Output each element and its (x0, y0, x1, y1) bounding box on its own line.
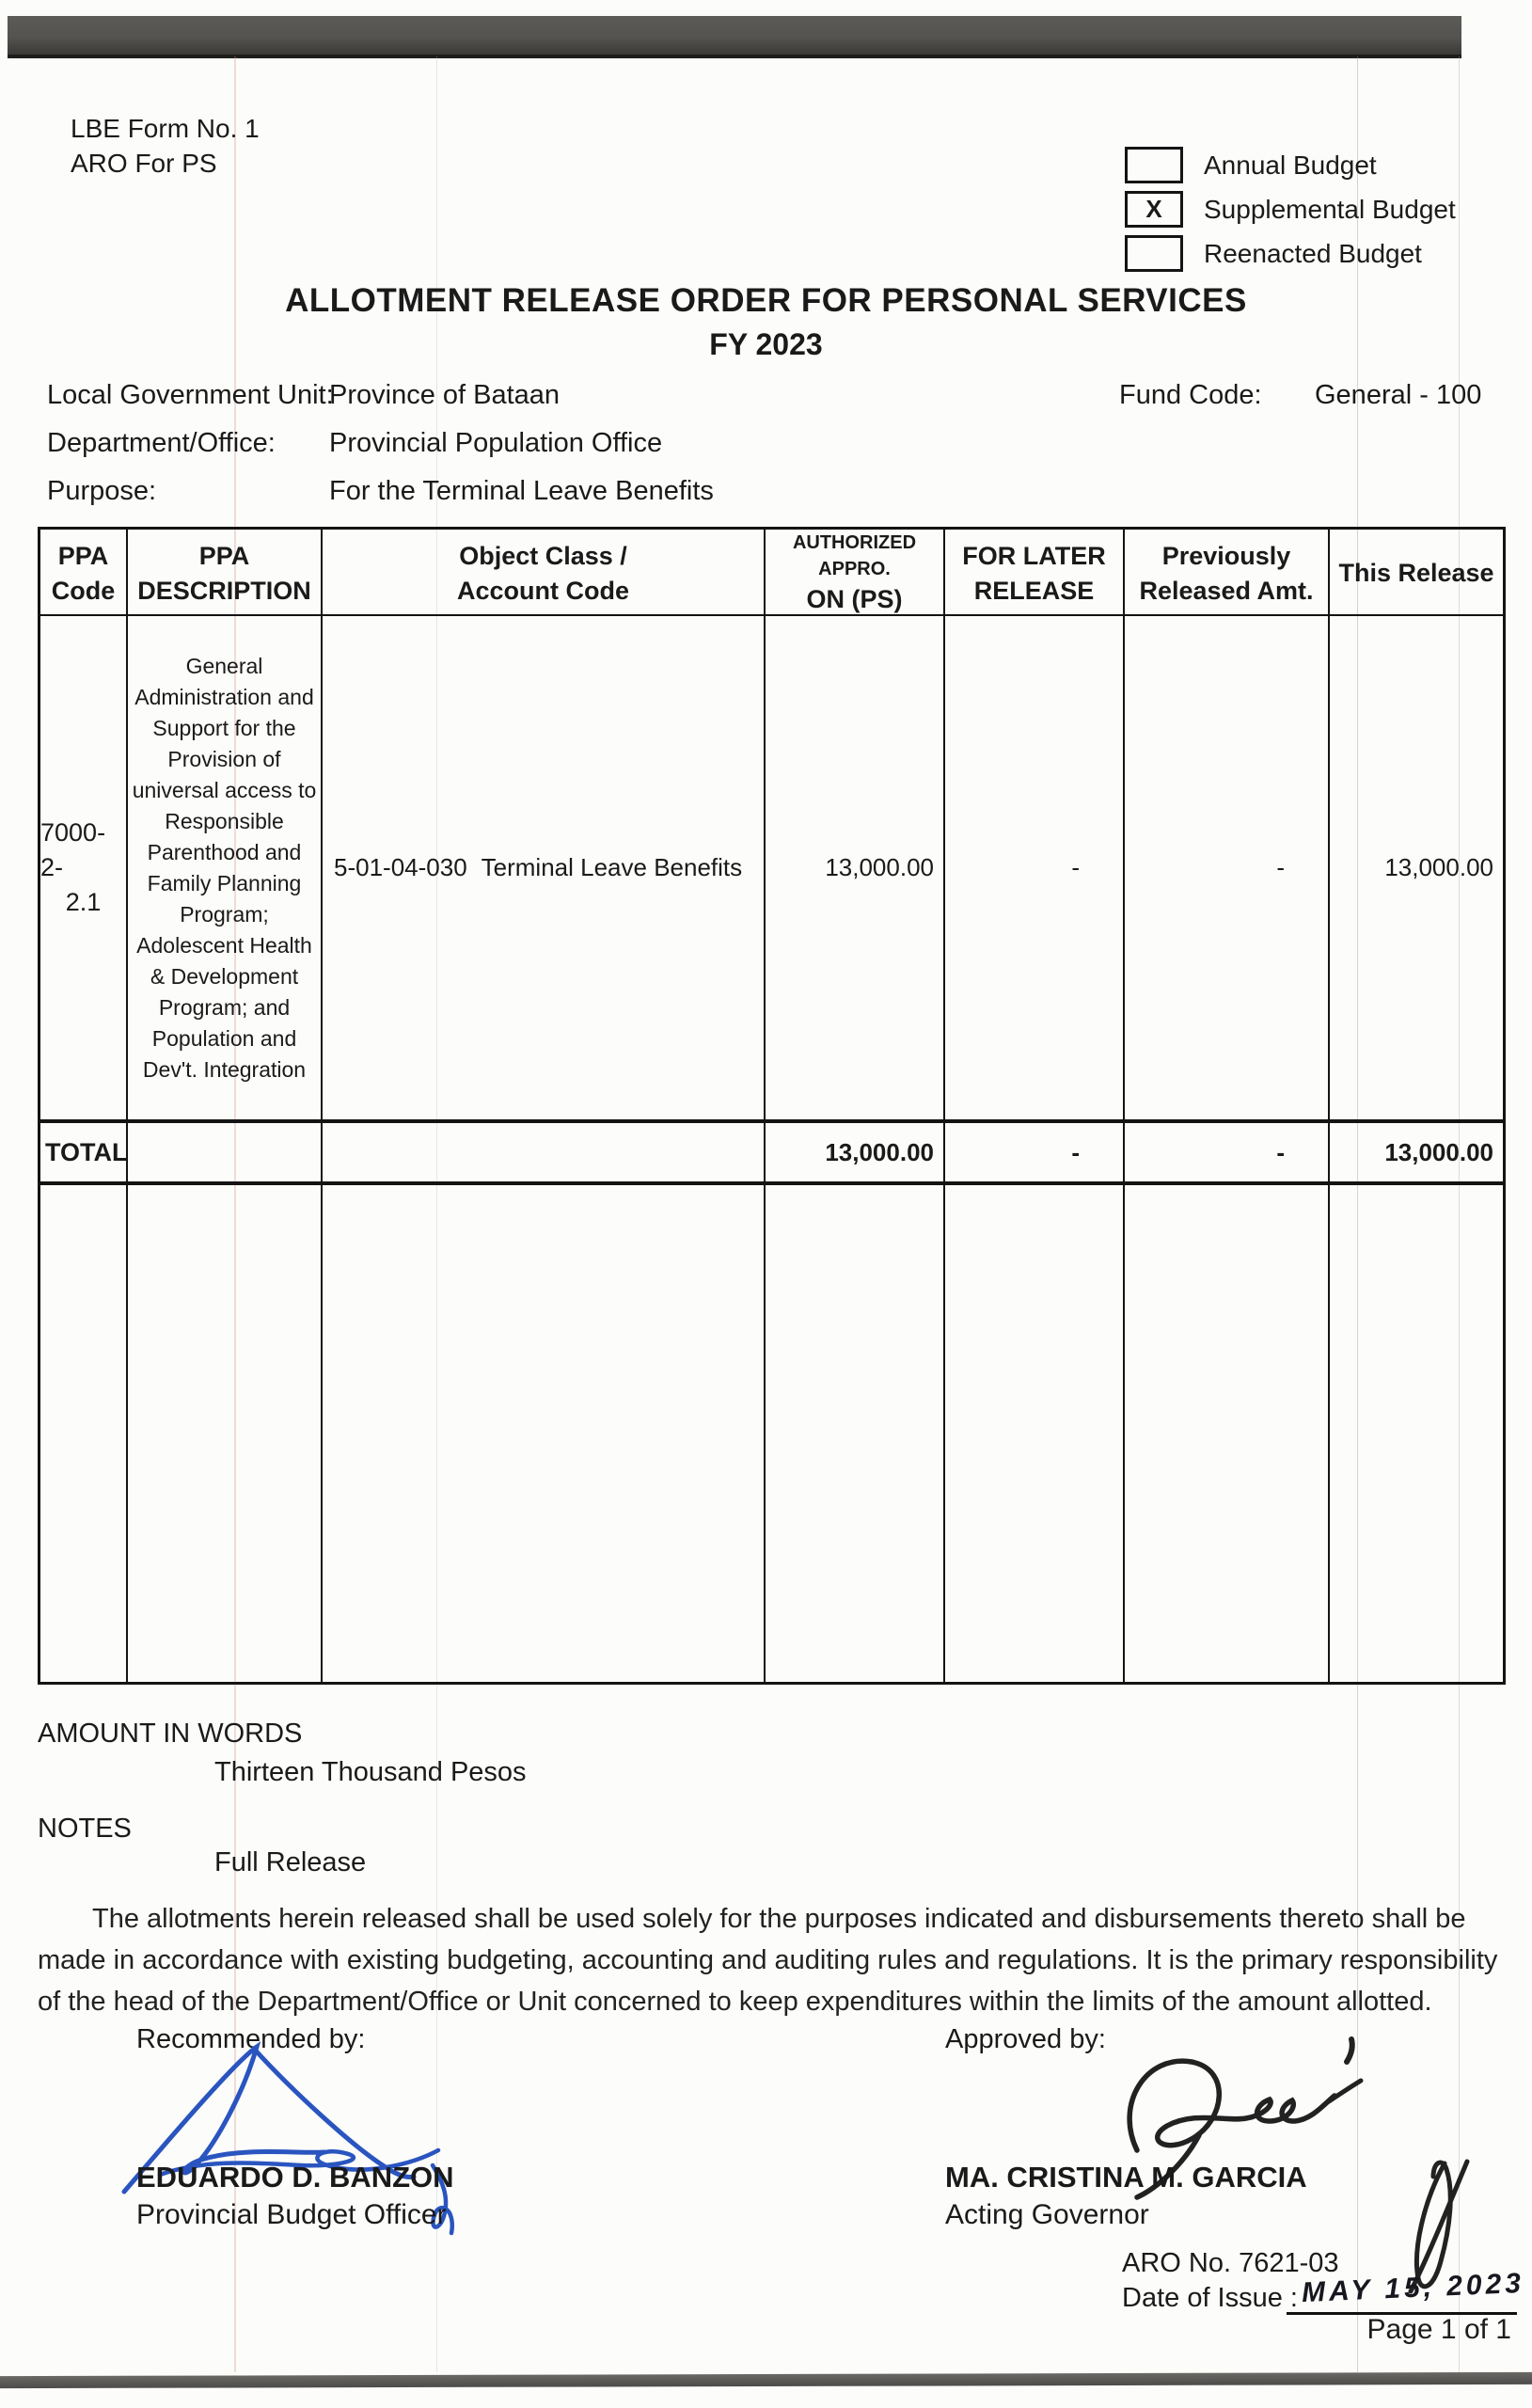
total-empty-cell (128, 1123, 323, 1181)
disclaimer-paragraph: The allotments herein released shall be used solely for the purposes indicated and disbursements thereto shall be made in accordance with existing budgeting, accounting and auditing rules and regulations. It is the primary responsibility of the head of the Department/Office or Unit concerned to keep expenditures within the limits of the amount allotted. (38, 1904, 1498, 2017)
account-name: Terminal Leave Benefits (481, 853, 743, 881)
cell-this-release: 13,000.00 (1384, 853, 1493, 881)
total-empty-cell (323, 1123, 766, 1181)
reenacted-budget-checkbox[interactable] (1125, 235, 1183, 272)
empty-cell (945, 1185, 1125, 1682)
table-total-row (40, 1121, 1503, 1185)
total-previously-released: - (1125, 1123, 1330, 1181)
approved-by-title: Acting Governor (945, 2199, 1149, 2230)
allotment-table (38, 527, 1506, 1685)
th-ppa-code (40, 530, 128, 617)
empty-cell (1125, 1185, 1330, 1682)
th-authorized-appropriation (766, 530, 945, 617)
budget-type-group (1125, 150, 1456, 282)
form-title: ALLOTMENT RELEASE ORDER FOR PERSONAL SERVICES (285, 282, 1247, 319)
th-previously-released (1125, 530, 1330, 617)
total-for-later-release: - (945, 1123, 1125, 1181)
budget-option-annual (1125, 150, 1456, 181)
total-this-release: 13,000.00 (1384, 1137, 1493, 1166)
reenacted-budget-label: Reenacted Budget (1204, 238, 1422, 268)
date-of-issue-label: Date of Issue : (1122, 2283, 1298, 2313)
cell-for-later-release: - (945, 616, 1125, 1119)
th-line: Code (51, 576, 116, 605)
approved-by-name: MA. CRISTINA M. GARCIA (945, 2161, 1307, 2194)
budget-option-supplemental (1125, 194, 1456, 225)
cell-ppa-code (40, 616, 128, 1119)
th-line: PPA (57, 541, 109, 570)
amount-in-words-value: Thirteen Thousand Pesos (214, 1757, 527, 1787)
scanner-artifact-top-bar (8, 16, 1461, 58)
th-line: This Release (1338, 559, 1494, 587)
th-line: DESCRIPTION (137, 576, 311, 605)
ppa-code-line: 2.1 (65, 888, 102, 916)
fund-code-value: General - 100 (1315, 380, 1482, 410)
purpose-value: For the Terminal Leave Benefits (329, 476, 714, 506)
form-code: ARO For PS (71, 149, 217, 178)
supplemental-budget-checkbox[interactable] (1125, 191, 1183, 228)
th-line: Previously (1161, 541, 1291, 570)
th-line: Object Class / (459, 541, 627, 570)
aro-number: ARO No. 7621-03 (1122, 2248, 1339, 2278)
th-line: Released Amt. (1139, 576, 1314, 605)
empty-cell (128, 1185, 323, 1682)
cell-previously-released: - (1125, 616, 1330, 1119)
table-header-row (40, 530, 1503, 616)
empty-cell (323, 1185, 766, 1682)
cell-object-class (323, 616, 766, 1119)
total-authorized-amount: 13,000.00 (766, 1123, 945, 1181)
recommended-by-label: Recommended by: (136, 2024, 366, 2054)
cell-ppa-description (128, 616, 323, 1119)
checkbox-mark: X (1145, 195, 1162, 223)
ppa-description-text: General Administration and Support for the Provision of universal access to Responsible Parenthood and Family Planning Program; Adolescent Health & Development Program; and Population and Dev't. Integration (132, 653, 317, 1082)
scanner-artifact-bottom-bar (0, 2372, 1532, 2388)
table-row (40, 616, 1503, 1121)
form-number: LBE Form No. 1 (71, 114, 260, 143)
budget-option-reenacted (1125, 238, 1456, 269)
approved-by-label: Approved by: (945, 2024, 1106, 2054)
empty-cell (40, 1185, 128, 1682)
th-line: ON (PS) (806, 585, 903, 613)
department-value: Provincial Population Office (329, 428, 663, 458)
table-empty-row (40, 1185, 1503, 1682)
recommended-by-name: EDUARDO D. BANZON (136, 2161, 454, 2194)
department-label: Department/Office: (47, 428, 276, 458)
notes-label: NOTES (38, 1814, 132, 1844)
fund-code-label: Fund Code: (1119, 380, 1262, 410)
lgu-value: Province of Bataan (329, 380, 561, 410)
lgu-label: Local Government Unit: (47, 380, 334, 410)
th-line: PPA (198, 541, 250, 570)
th-line: RELEASE (973, 576, 1095, 605)
th-line: FOR LATER (962, 541, 1106, 570)
empty-cell (766, 1185, 945, 1682)
th-line: Account Code (456, 576, 629, 605)
total-label: TOTAL (40, 1123, 128, 1181)
th-object-class (323, 530, 766, 617)
ppa-code-line: 7000-2- (40, 818, 106, 881)
cell-authorized-amount: 13,000.00 (766, 616, 945, 1119)
annual-budget-label: Annual Budget (1204, 150, 1377, 180)
annual-budget-checkbox[interactable] (1125, 147, 1183, 183)
page-indicator: Page 1 of 1 (1366, 2314, 1511, 2345)
date-of-issue-value: MAY 15, 2023 (1301, 2267, 1525, 2309)
th-for-later-release (945, 530, 1125, 617)
recommended-by-title: Provincial Budget Officer (136, 2199, 447, 2230)
th-line: AUTHORIZED APPRO. (792, 532, 917, 579)
notes-value: Full Release (214, 1847, 367, 1877)
purpose-label: Purpose: (47, 476, 157, 506)
supplemental-budget-label: Supplemental Budget (1204, 194, 1456, 224)
fiscal-year: FY 2023 (709, 327, 823, 361)
th-this-release (1330, 530, 1503, 617)
empty-cell (1330, 1185, 1503, 1682)
account-code: 5-01-04-030 (334, 853, 467, 881)
th-ppa-description (128, 530, 323, 617)
amount-in-words-label: AMOUNT IN WORDS (38, 1719, 303, 1749)
